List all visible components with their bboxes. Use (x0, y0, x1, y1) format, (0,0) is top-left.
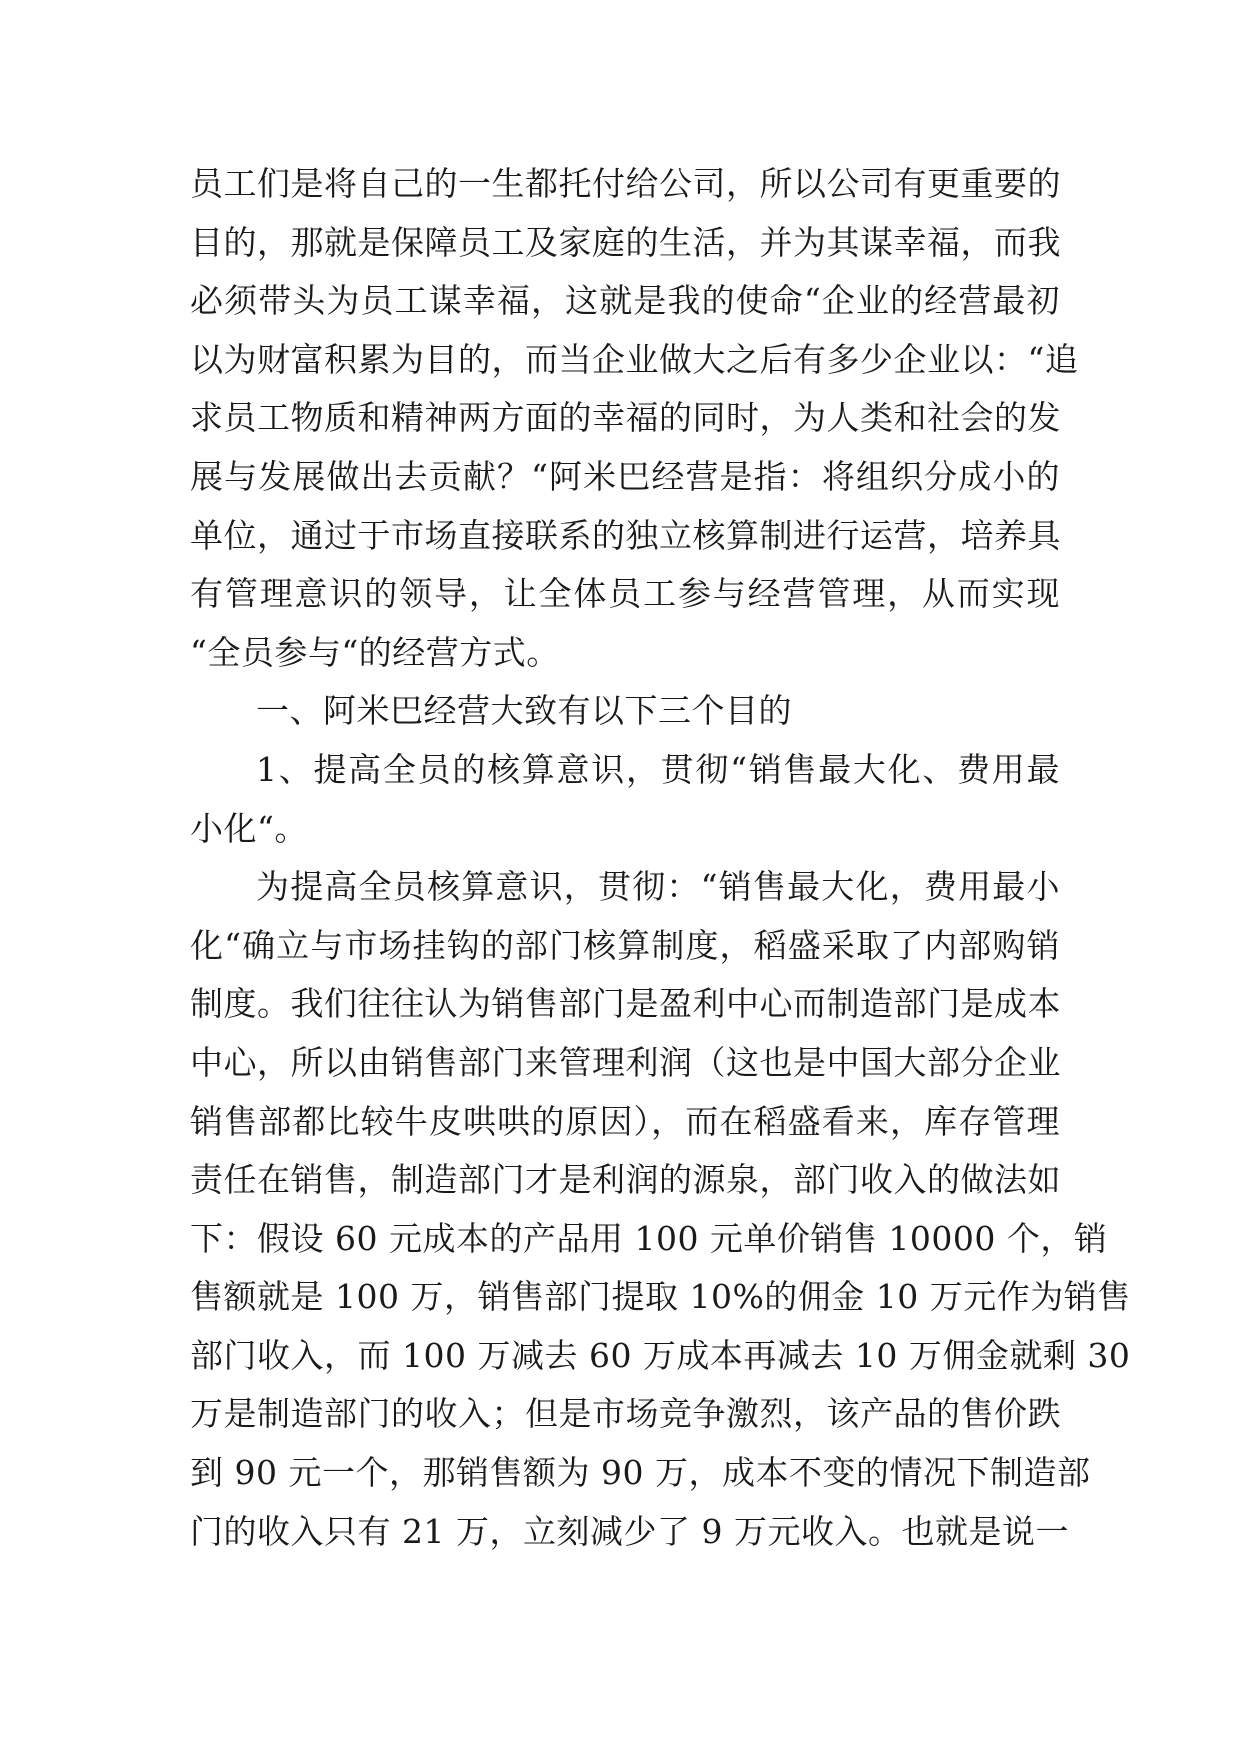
text-line: 化“确立与市场挂钩的部门核算制度，稻盛采取了内部购销 (190, 925, 1060, 965)
text-line: 1、提高全员的核算意识，贯彻“销售最大化、费用最 (256, 749, 1060, 789)
text-line: 必须带头为员工谋幸福，这就是我的使命“企业的经营最初 (190, 281, 1060, 321)
body-text (190, 155, 1131, 1561)
text-line: 下：假设 60 元成本的产品用 100 元单价销售 10000 个，销 (190, 1218, 1108, 1258)
text-line: 门的收入只有 21 万，立刻减少了 9 万元收入。也就是说一 (190, 1511, 1069, 1551)
text-line: 小化“。 (190, 808, 308, 848)
text-line: 为提高全员核算意识，贯彻：“销售最大化，费用最小 (256, 867, 1060, 907)
text-line: 目的，那就是保障员工及家庭的生活，并为其谋幸福，而我 (190, 222, 1061, 262)
text-line: 销售部都比较牛皮哄哄的原因），而在稻盛看来，库存管理 (190, 1101, 1060, 1141)
text-line: 有管理意识的领导，让全体员工参与经营管理，从而实现 (190, 574, 1060, 614)
text-line: 中心，所以由销售部门来管理利润（这也是中国大部分企业 (190, 1042, 1061, 1082)
text-line: 员工们是将自己的一生都托付给公司，所以公司有更重要的 (190, 164, 1061, 203)
text-line: 以为财富积累为目的，而当企业做大之后有多少企业以：“追 (190, 339, 1079, 379)
text-line: 售额就是 100 万，销售部门提取 10%的佣金 10 万元作为销售 (190, 1277, 1131, 1317)
text-line: 求员工物质和精神两方面的幸福的同时，为人类和社会的发 (190, 398, 1061, 438)
text-line: 部门收入，而 100 万减去 60 万成本再减去 10 万佣金就剩 30 (190, 1335, 1131, 1375)
text-line: 万是制造部门的收入；但是市场竞争激烈，该产品的售价跌 (190, 1394, 1061, 1434)
text-line: 责任在销售，制造部门才是利润的源泉，部门收入的做法如 (190, 1160, 1061, 1200)
text-line: 展与发展做出去贡献？“阿米巴经营是指：将组织分成小的 (190, 456, 1060, 496)
text-line: 一、阿米巴经营大致有以下三个目的 (256, 691, 792, 731)
text-line: 单位，通过于市场直接联系的独立核算制进行运营，培养具 (190, 515, 1061, 555)
text-line: 制度。我们往往认为销售部门是盈利中心而制造部门是成本 (190, 984, 1061, 1024)
text-line: 到 90 元一个，那销售额为 90 万，成本不变的情况下制造部 (190, 1453, 1091, 1493)
text-line: “全员参与“的经营方式。 (190, 632, 560, 672)
